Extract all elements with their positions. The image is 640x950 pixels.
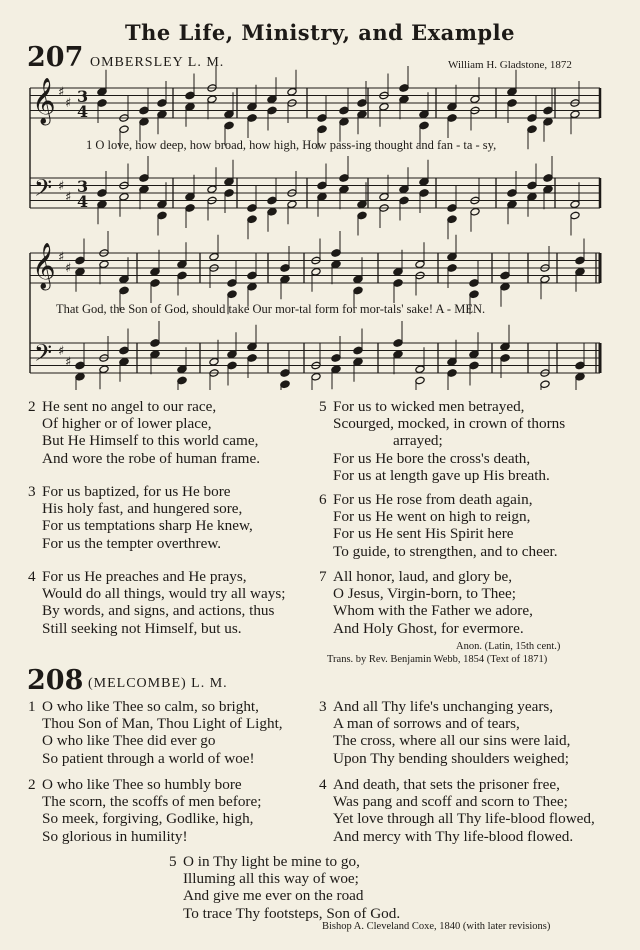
sharp-icon: ♯ — [65, 261, 72, 276]
hymn-207-lyric-line-2: That God, the Son of God, should take Our mor-tal form for mor-tals' sake! A - MEN. — [56, 302, 486, 316]
hymn-207-verse-4: 4 For us He preaches and He prays, Would do all things, would try all ways; By words, and signs, and actions, thus Still seeking not Himself, but us. — [28, 568, 286, 637]
hymn-207-credit-author: Anon. (Latin, 15th cent.) — [456, 641, 561, 652]
sharp-icon: ♯ — [58, 250, 65, 265]
sharp-icon: ♯ — [65, 190, 72, 205]
time-signature-top: 3 — [77, 177, 89, 196]
hymn-207-verse-7: 7 All honor, laud, and glory be, O Jesus, Virgin-born, to Thee; Whom with the Father we adore, And Holy Ghost, for evermore. — [319, 568, 533, 637]
hymn-207-credit-translator: Trans. by Rev. Benjamin Webb, 1854 (Text of 1871) — [327, 654, 548, 665]
sharp-icon: ♯ — [65, 96, 72, 111]
music-score — [0, 0, 640, 390]
bass-clef-icon: 𝄢 — [34, 339, 53, 372]
hymn-208-verse-2: 2 O who like Thee so humbly bore The scorn, the scoffs of men before; So meek, forgiving, Godlike, high, So glorious in humility! — [28, 776, 262, 845]
treble-clef-icon: 𝄞 — [32, 78, 56, 124]
hymn-208-tune: (MELCOMBE) L. M. — [88, 676, 228, 691]
hymn-208-verse-1: 1 O who like Thee so calm, so bright, Thou Son of Man, Thou Light of Light, O who like Thee did ever go So patient through a world of woe! — [28, 698, 283, 767]
sharp-icon: ♯ — [58, 179, 65, 194]
sharp-icon: ♯ — [58, 344, 65, 359]
hymn-208-number: 208 — [27, 665, 84, 696]
hymn-208-credit: Bishop A. Cleveland Coxe, 1840 (with later revisions) — [322, 921, 551, 932]
hymn-207-verse-5: 5 For us to wicked men betrayed, Scourged, mocked, in crown of thorns arrayed; For us He bore the cross's death, For us at length gave up His breath. — [319, 398, 566, 484]
hymn-207-number: 207 — [27, 42, 84, 73]
section-title: The Life, Ministry, and Example — [125, 20, 515, 45]
hymn-208-verse-5: 5 O in Thy light be mine to go, Illuming all this way of woe; And give me ever on the road To trace Thy footsteps, Son of God. — [169, 853, 401, 922]
hymn-207-verse-3: 3 For us baptized, for us He bore His holy fast, and hungered sore, For us temptations sharp He knew, For us the tempter overthrew. — [28, 483, 253, 552]
hymn-207-tune: OMBERSLEY L. M. — [90, 55, 225, 70]
time-signature-bottom: 4 — [77, 192, 89, 211]
time-signature-bottom: 4 — [77, 102, 89, 121]
hymn-207-verse-2: 2 He sent no angel to our race, Of higher or of lower place, But He Himself to this world came, And wore the robe of human frame. — [28, 398, 261, 467]
treble-clef-icon: 𝄞 — [32, 243, 56, 289]
sharp-icon: ♯ — [65, 355, 72, 370]
sharp-icon: ♯ — [58, 85, 65, 100]
time-signature-top: 3 — [77, 87, 89, 106]
bass-clef-icon: 𝄢 — [34, 174, 53, 207]
hymn-207-verse-6: 6 For us He rose from death again, For us He went on high to reign, For us He sent His Spirit here To guide, to strengthen, and to cheer. — [319, 491, 558, 560]
hymn-208-verse-3: 3 And all Thy life's unchanging years, A man of sorrows and of tears, The cross, where all our sins were laid, Upon Thy bending shoulders weighed; — [319, 698, 571, 767]
hymn-207-lyric-line-1: 1 O love, how deep, how broad, how high, How pass-ing thought and fan - ta - sy, — [86, 138, 497, 152]
hymn-208-verse-4: 4 And death, that sets the prisoner free, Was pang and scoff and scorn to Thee; Yet love through all Thy life-blood flowed, And mercy with Thy life-blood flowed. — [319, 776, 595, 845]
hymn-207-composer: William H. Gladstone, 1872 — [448, 59, 572, 71]
